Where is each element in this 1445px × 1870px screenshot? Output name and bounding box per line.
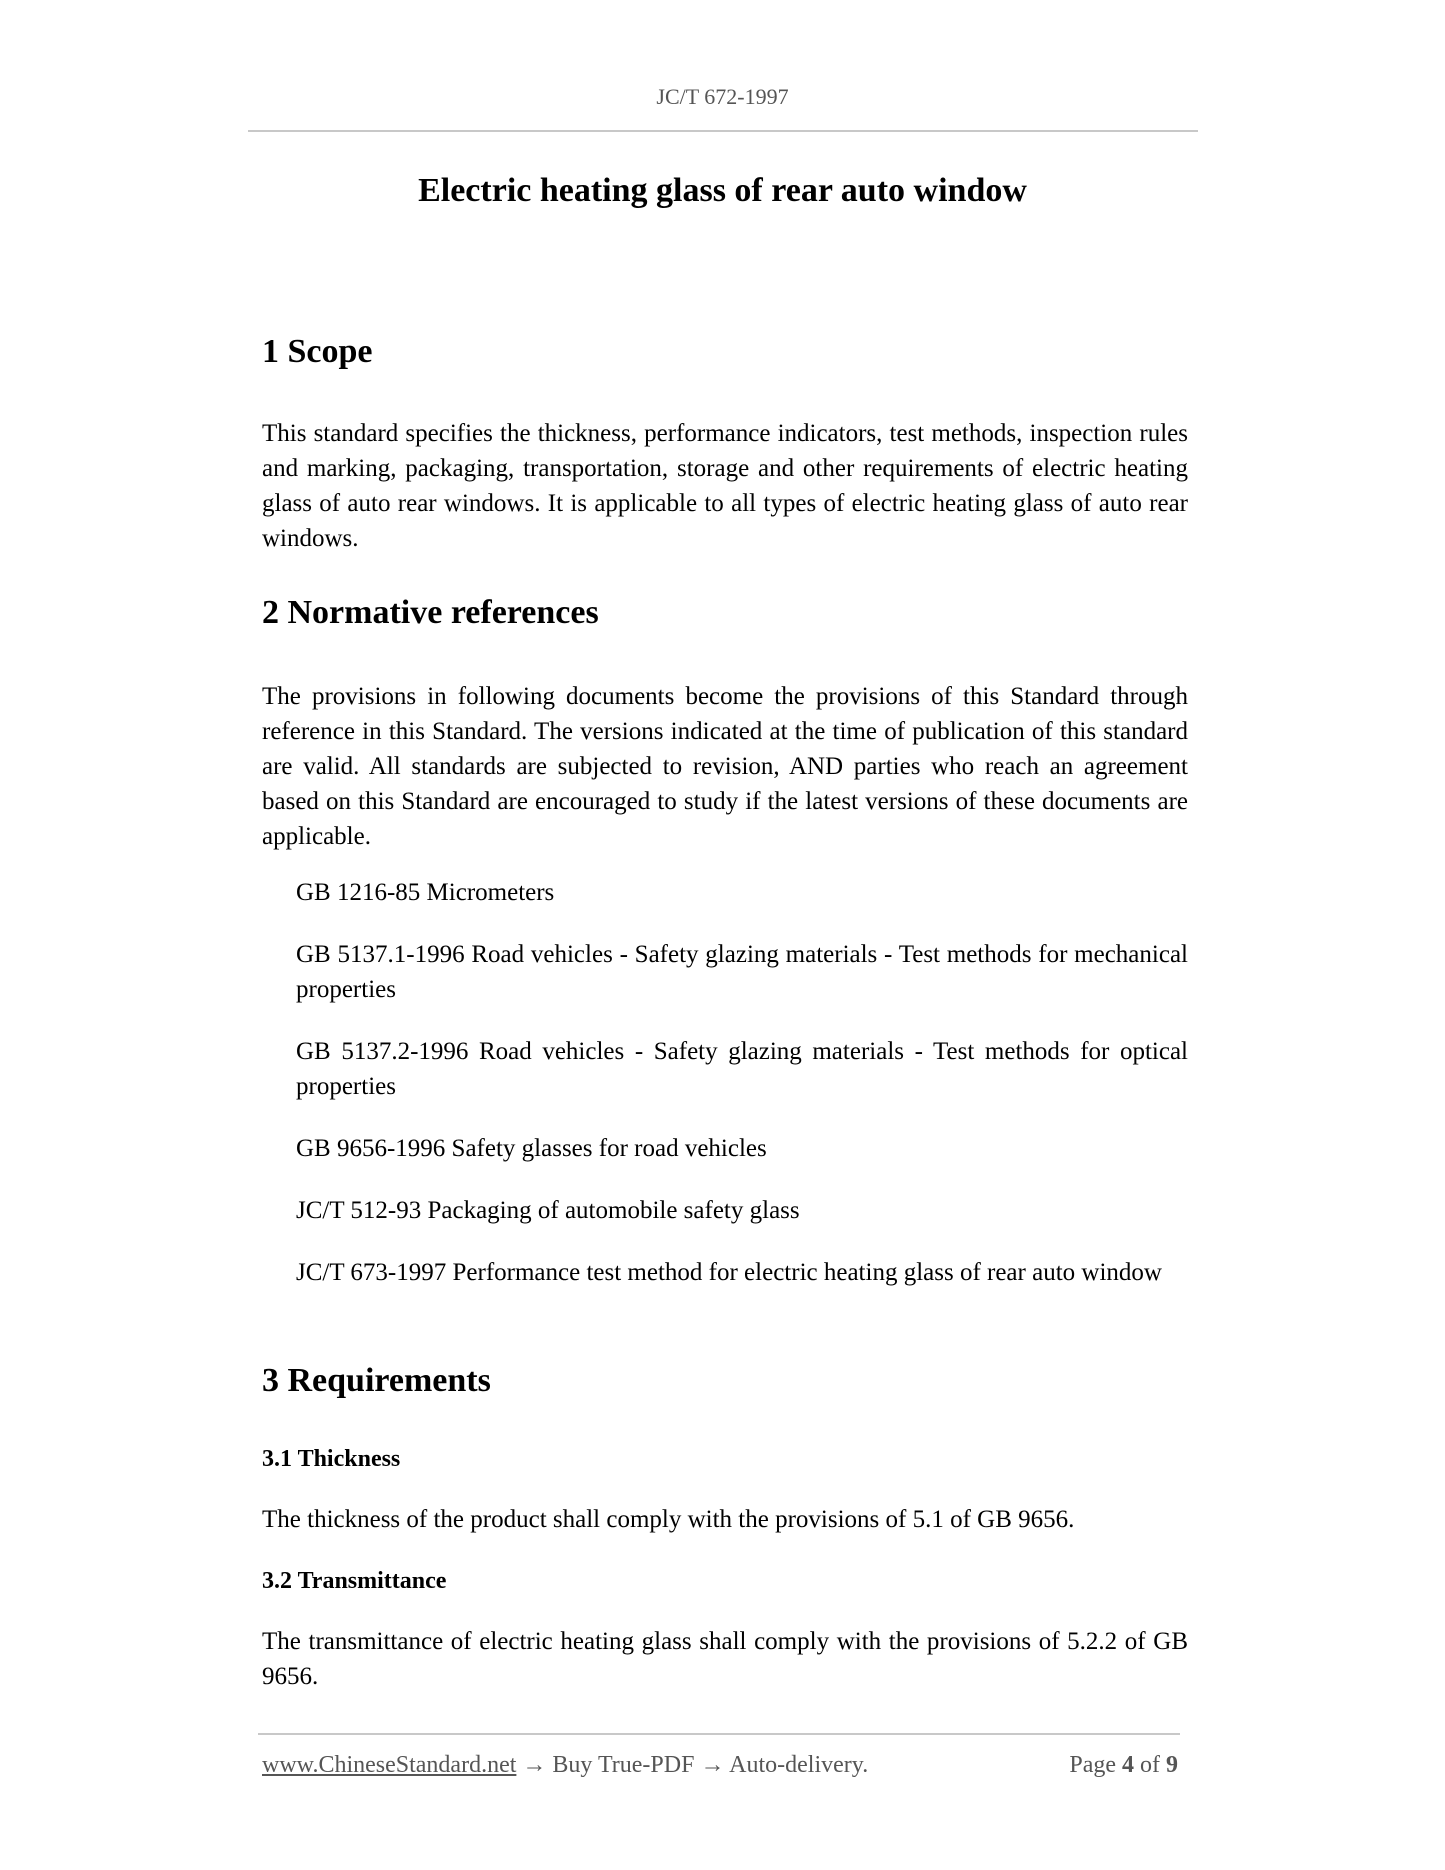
document-title: Electric heating glass of rear auto window — [418, 172, 1027, 209]
section-heading-references: 2 Normative references — [262, 594, 599, 631]
buy-pdf-text: Buy True-PDF — [552, 1752, 695, 1778]
thickness-paragraph: The thickness of the product shall comply with the provisions of 5.1 of GB 9656. — [262, 1506, 1075, 1533]
subsection-heading-thickness: 3.1 Thickness — [262, 1446, 401, 1472]
header-divider — [248, 130, 1198, 132]
references-paragraph: The provisions in following documents become the provisions of this Standard through reference in this Standard. The versions indicated at the time of publication of this standard are valid. All standards are subjected to revision, AND parties who reach an agreement based on this Standard are encouraged to study if the latest versions of these documents are applicable. — [262, 683, 1188, 850]
subsection-heading-transmittance: 3.2 Transmittance — [262, 1568, 447, 1594]
page-label: Page — [1069, 1752, 1116, 1778]
running-header: JC/T 672-1997 — [656, 84, 789, 109]
current-page-number: 4 — [1122, 1752, 1134, 1778]
transmittance-paragraph: The transmittance of electric heating glass shall comply with the provisions of 5.2.2 of GB 9656. — [262, 1628, 1188, 1690]
reference-item: GB 5137.1-1996 Road vehicles - Safety glazing materials - Test methods for mechanical properties — [296, 941, 1188, 1003]
section-heading-scope: 1 Scope — [262, 333, 373, 370]
footer-links — [262, 1752, 868, 1779]
arrow-right-icon: → — [522, 1752, 547, 1778]
auto-delivery-text: Auto-delivery. — [729, 1752, 869, 1778]
reference-item: JC/T 673-1997 Performance test method for electric heating glass of rear auto window — [296, 1259, 1162, 1286]
reference-item: GB 5137.2-1996 Road vehicles - Safety glazing materials - Test methods for optical properties — [296, 1038, 1188, 1100]
reference-item: JC/T 512-93 Packaging of automobile safety glass — [296, 1197, 800, 1224]
total-pages-number: 9 — [1166, 1752, 1178, 1778]
reference-item: GB 9656-1996 Safety glasses for road vehicles — [296, 1135, 767, 1162]
page-indicator — [1069, 1752, 1178, 1779]
website-link[interactable]: www.ChineseStandard.net — [262, 1752, 517, 1778]
of-label: of — [1140, 1752, 1160, 1778]
reference-item: GB 1216-85 Micrometers — [296, 879, 555, 906]
arrow-right-icon: → — [700, 1752, 725, 1778]
reference-list — [296, 875, 1188, 1317]
section-heading-requirements: 3 Requirements — [262, 1362, 491, 1399]
scope-paragraph: This standard specifies the thickness, performance indicators, test methods, inspection rules and marking, packaging, transportation, storage and other requirements of electric heating glass of auto rear windows. It is applicable to all types of electric heating glass of auto rear windows. — [262, 420, 1188, 552]
footer-divider — [258, 1733, 1180, 1735]
